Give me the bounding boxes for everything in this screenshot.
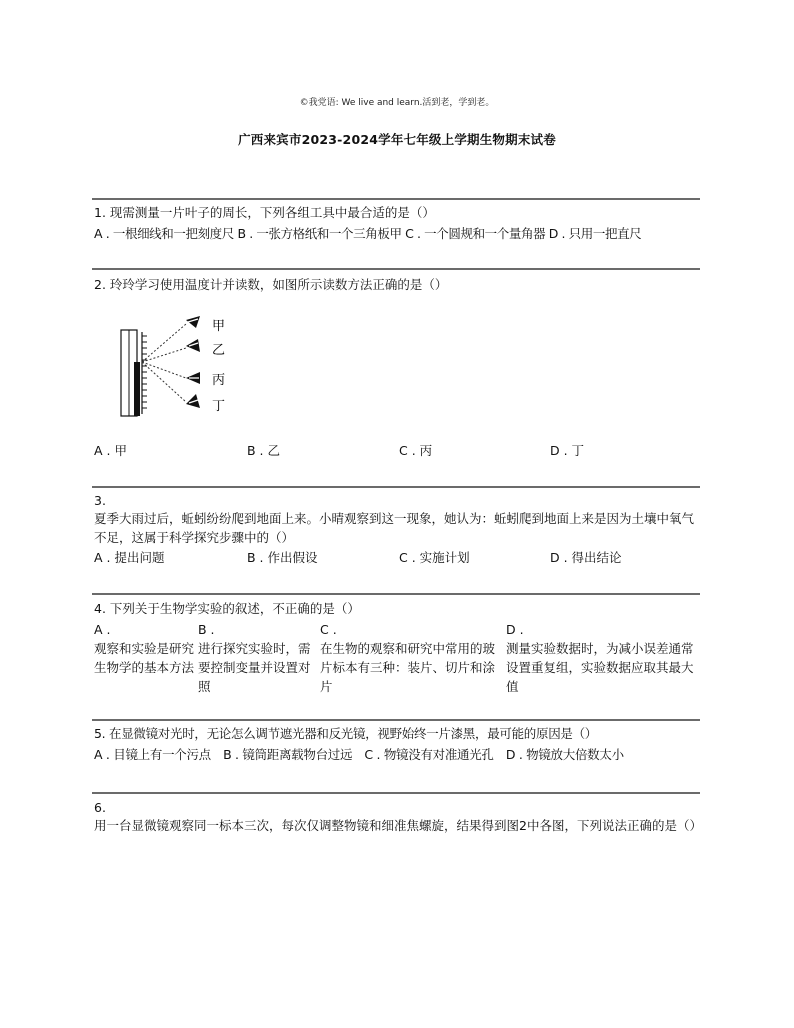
question-2-option-d[interactable]: D . 丁 [550, 443, 585, 458]
question-3-number: 3. [94, 493, 106, 508]
question-3-option-c[interactable]: C . 实施计划 [399, 550, 470, 565]
divider [92, 593, 700, 595]
question-2-option-b[interactable]: B . 乙 [247, 443, 280, 458]
question-4-option-c[interactable] [320, 620, 506, 696]
question-4-option-a[interactable] [94, 620, 200, 677]
divider [92, 198, 700, 200]
label-yi: 乙 [212, 343, 226, 358]
question-3-stem: 夏季大雨过后，蚯蚓纷纷爬到地面上来。小晴观察到这一现象，她认为：蚯蚓爬到地面上来是因为土壤中氧气不足，这属于科学探究步骤中的（） [94, 511, 695, 545]
question-4-option-b[interactable] [198, 620, 312, 696]
label-bing: 丙 [212, 373, 226, 388]
divider [92, 268, 700, 270]
question-3-option-b[interactable]: B . 作出假设 [247, 550, 318, 565]
eye-icon [186, 316, 200, 328]
question-4-option-d[interactable] [506, 620, 700, 696]
option-letter: D . [506, 622, 524, 637]
option-text: 测量实验数据时，为减小误差通常设置重复组，实验数据应取其最大值 [506, 641, 694, 694]
question-4-options [94, 620, 700, 700]
question-6-stem: 用一台显微镜观察同一标本三次，每次仅调整物镜和细准焦螺旋，结果得到图2中各图，下列说法正确的是（） [94, 818, 702, 833]
thermometer-liquid [134, 362, 140, 416]
question-2-option-a[interactable]: A . 甲 [94, 443, 127, 458]
question-2-option-c[interactable]: C . 丙 [399, 443, 433, 458]
thermometer-diagram [112, 310, 252, 420]
option-text: 观察和实验是研究生物学的基本方法 [94, 641, 195, 675]
question-6-number: 6. [94, 800, 106, 815]
divider [92, 719, 700, 721]
header-motto: ©我党语: We live and learn.活到老，学到老。 [299, 98, 495, 108]
label-ding: 丁 [212, 399, 226, 414]
question-5-options: A . 目镜上有一个污点 B . 镜筒距离载物台过远 C . 物镜没有对准通光孔 D . 物镜放大倍数太小 [94, 747, 624, 762]
divider [92, 486, 700, 488]
question-2-stem: 2. 玲玲学习使用温度计并读数，如图所示读数方法正确的是（） [94, 277, 448, 292]
question-1-options: A . 一根细线和一把刻度尺 B . 一张方格纸和一个三角板甲 C . 一个圆规和一个量角器 D . 只用一把直尺 [94, 226, 642, 241]
thermometer-figure [112, 310, 252, 424]
eye-icon [186, 394, 200, 408]
option-letter: C . [320, 622, 337, 637]
eye-icon [186, 372, 200, 384]
question-1-stem: 1. 现需测量一片叶子的周长，下列各组工具中最合适的是（） [94, 205, 435, 220]
page-title: 广西来宾市2023-2024学年七年级上学期生物期末试卷 [238, 132, 556, 147]
question-5-stem: 5. 在显微镜对光时，无论怎么调节遮光器和反光镜，视野始终一片漆黑，最可能的原因是（） [94, 726, 598, 741]
option-letter: B . [198, 622, 215, 637]
option-letter: A . [94, 622, 111, 637]
divider [92, 792, 700, 794]
question-4-stem: 4. 下列关于生物学实验的叙述，不正确的是（） [94, 601, 360, 616]
option-text: 在生物的观察和研究中常用的玻片标本有三种：装片、切片和涂片 [320, 641, 496, 694]
eye-icon [186, 339, 200, 352]
label-jia: 甲 [212, 319, 226, 334]
option-text: 进行探究实验时，需要控制变量并设置对照 [198, 641, 311, 694]
question-3-option-d[interactable]: D . 得出结论 [550, 550, 622, 565]
question-3-option-a[interactable]: A . 提出问题 [94, 550, 165, 565]
